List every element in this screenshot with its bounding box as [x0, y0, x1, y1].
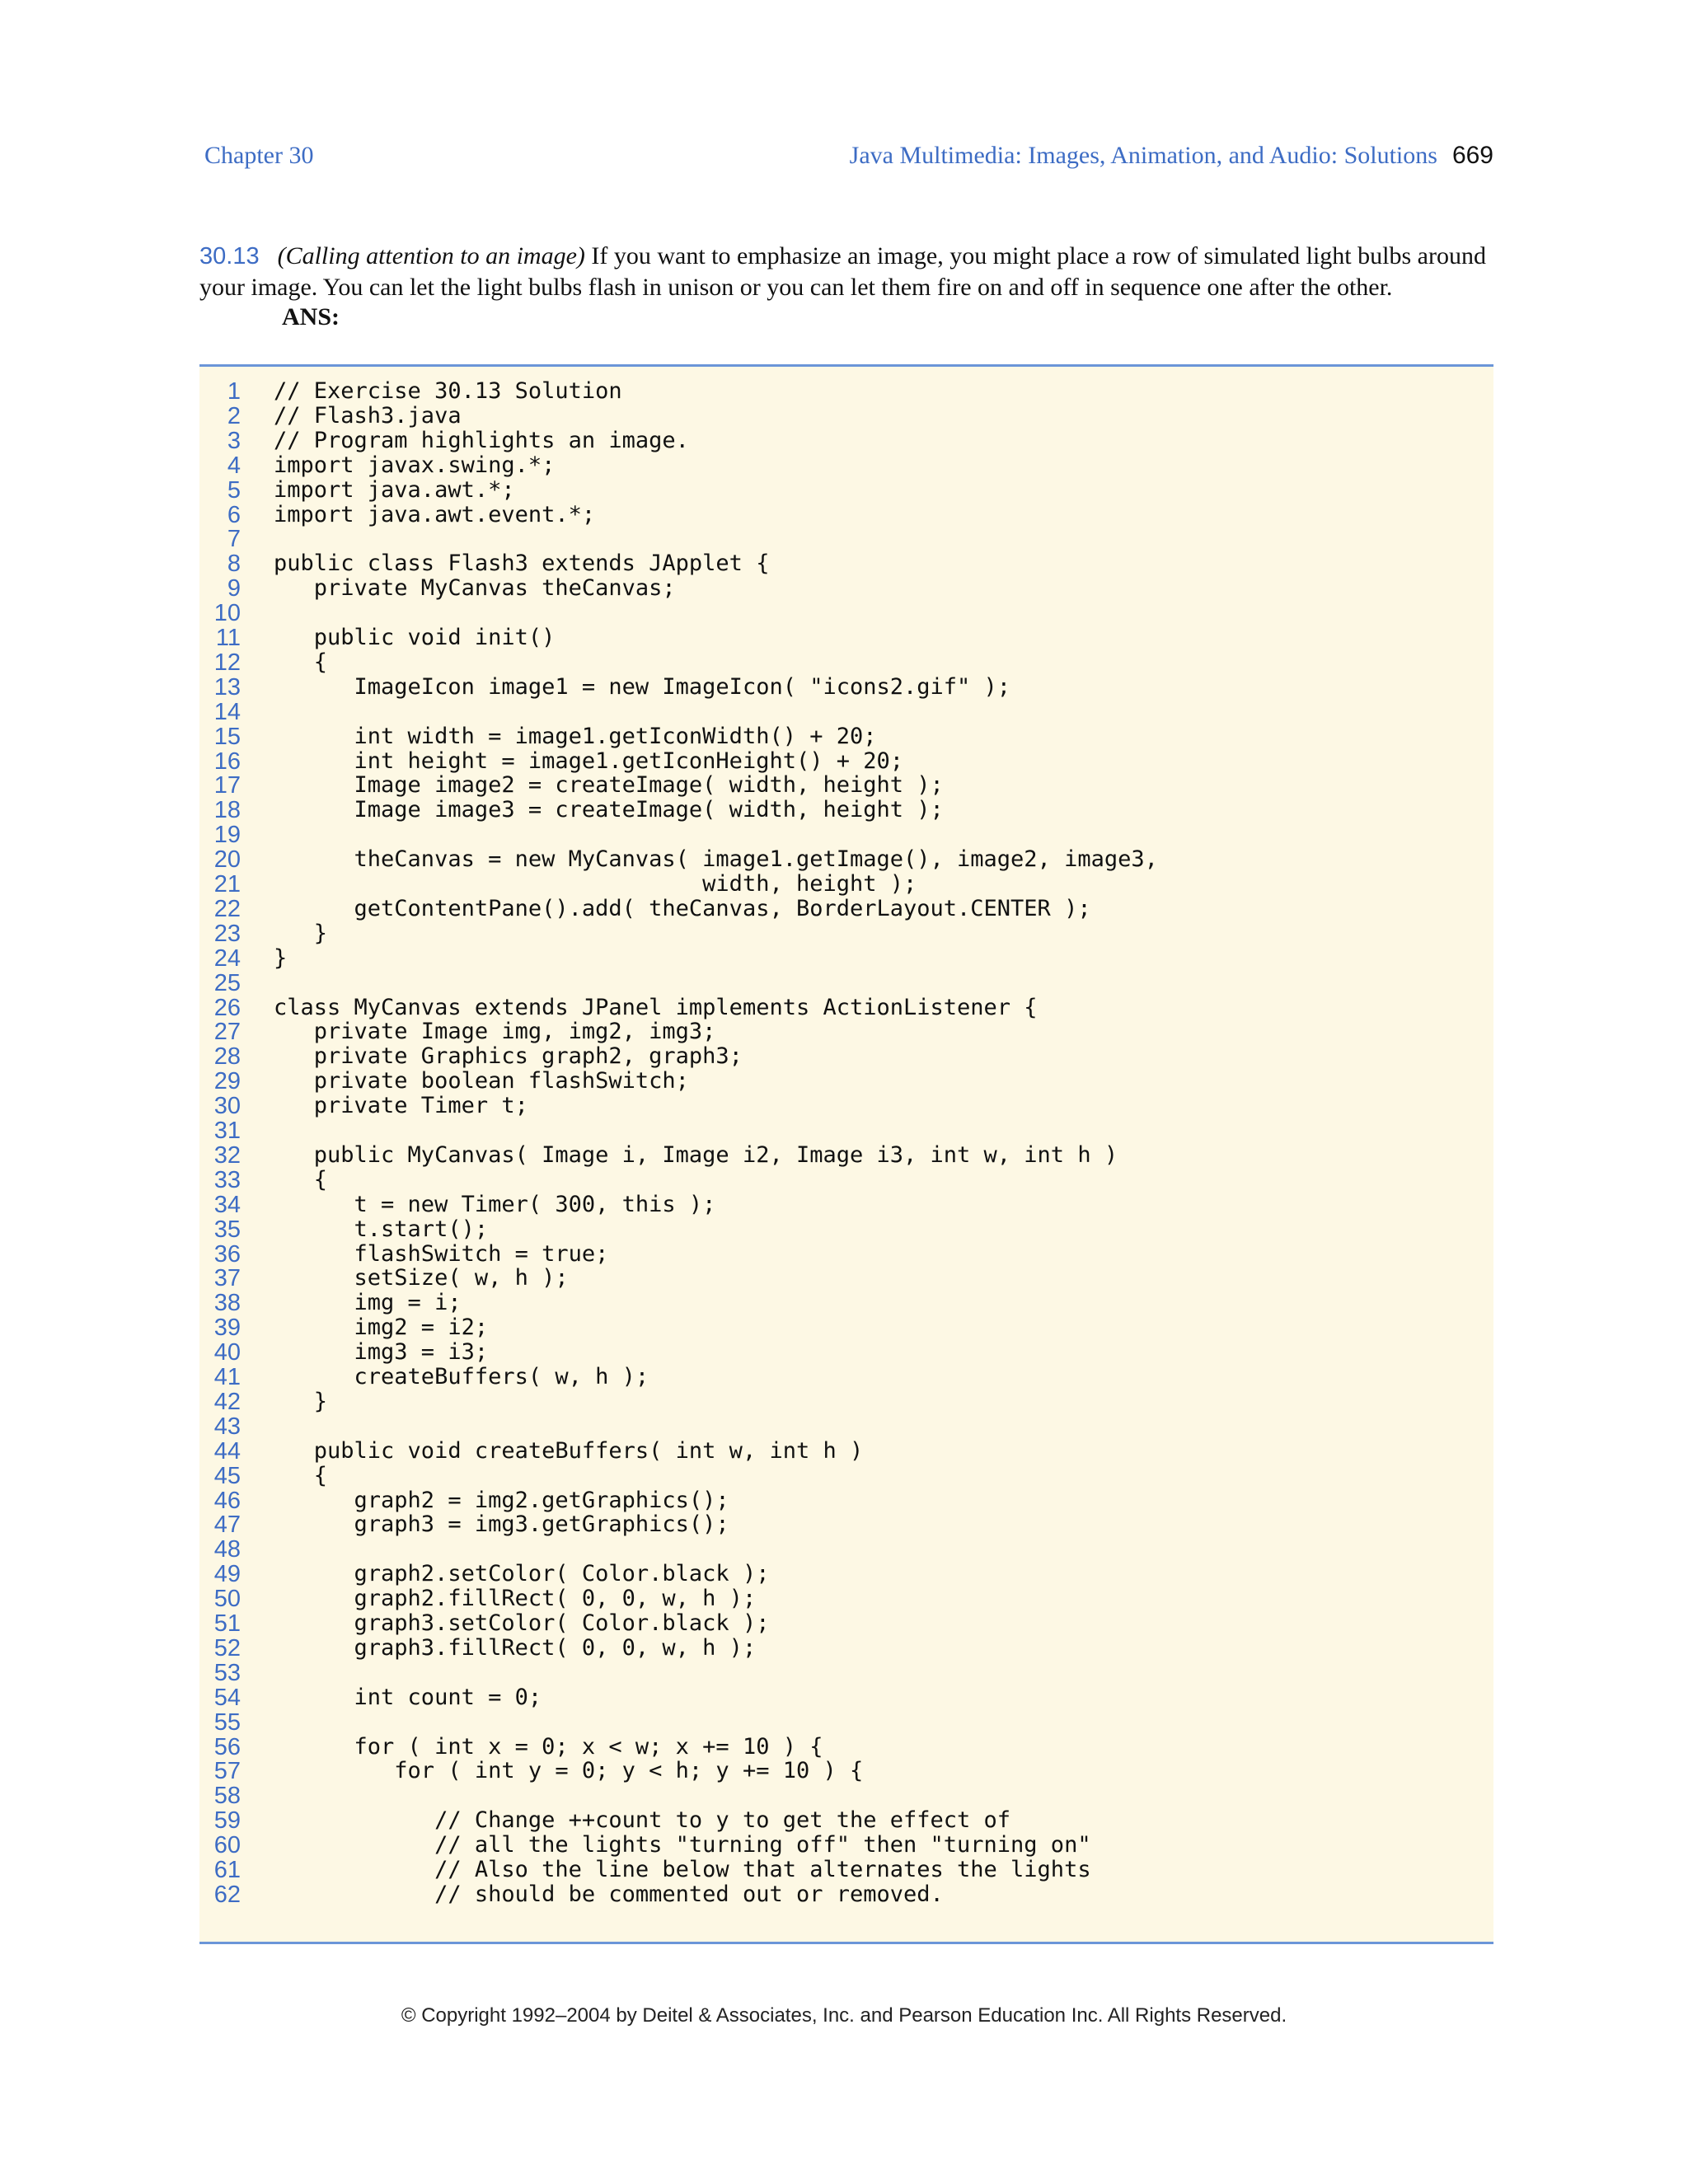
code-text: for ( int x = 0; x < w; x += 10 ) {	[274, 1733, 823, 1760]
code-text: private Timer t;	[274, 1093, 528, 1119]
code-text: // should be commented out or removed.	[274, 1881, 944, 1907]
line-number: 57	[213, 1758, 241, 1785]
line-number: 38	[213, 1290, 241, 1317]
code-text: graph2.fillRect( 0, 0, w, h );	[274, 1586, 757, 1612]
code-text: {	[274, 649, 328, 675]
line-number: 1	[227, 378, 241, 405]
line-number: 28	[213, 1043, 241, 1071]
line-number: 50	[213, 1586, 241, 1613]
line-number: 56	[213, 1733, 241, 1760]
line-number: 17	[213, 772, 241, 799]
code-text: // Exercise 30.13 Solution	[274, 378, 622, 404]
line-number: 11	[215, 625, 241, 651]
line-number: 29	[213, 1068, 241, 1095]
line-number: 41	[213, 1364, 241, 1390]
code-text: private Graphics graph2, graph3;	[274, 1043, 743, 1070]
code-text: graph2 = img2.getGraphics();	[274, 1487, 729, 1513]
code-text: Image image3 = createImage( width, height );	[274, 797, 944, 823]
line-number: 18	[213, 797, 241, 824]
code-text: public void init()	[274, 625, 556, 650]
code-text: theCanvas = new MyCanvas( image1.getImage(), image2, image3,	[274, 846, 1158, 873]
line-number: 44	[213, 1437, 241, 1465]
exercise-statement	[199, 241, 1493, 302]
code-text: }	[274, 1388, 328, 1414]
code-text: img = i;	[274, 1290, 462, 1316]
code-text: int width = image1.getIconWidth() + 20;	[274, 723, 877, 749]
chapter-label: Chapter 30	[204, 142, 314, 169]
code-text: t = new Timer( 300, this );	[274, 1191, 716, 1217]
code-text: public class Flash3 extends JApplet {	[274, 551, 770, 577]
line-number: 8	[227, 551, 241, 578]
code-text: private boolean flashSwitch;	[274, 1068, 689, 1094]
line-number: 3	[227, 427, 241, 454]
line-number: 42	[213, 1388, 241, 1415]
line-number: 53	[213, 1659, 241, 1686]
line-number: 47	[213, 1511, 241, 1539]
line-number: 39	[213, 1315, 241, 1342]
code-text: import java.awt.*;	[274, 476, 515, 503]
code-listing	[199, 364, 1493, 1944]
page-number: 669	[1451, 142, 1493, 169]
line-number: 45	[213, 1462, 241, 1489]
line-number: 40	[213, 1339, 241, 1366]
running-header	[850, 142, 1493, 170]
code-text: // Flash3.java	[274, 402, 462, 429]
line-number: 22	[213, 895, 241, 922]
code-text: {	[274, 1166, 328, 1193]
line-number: 12	[213, 649, 241, 676]
line-number: 34	[213, 1191, 241, 1218]
line-number: 62	[213, 1881, 241, 1908]
line-number: 35	[213, 1216, 241, 1243]
line-number: 33	[213, 1166, 241, 1193]
code-text: }	[274, 944, 288, 971]
line-number: 31	[213, 1118, 241, 1144]
code-text: ImageIcon image1 = new ImageIcon( "icons2.gif" );	[274, 673, 1011, 700]
line-number: 58	[213, 1783, 241, 1810]
line-number: 52	[213, 1634, 241, 1661]
line-number: 61	[213, 1857, 241, 1883]
line-number: 14	[213, 698, 241, 725]
code-text: flashSwitch = true;	[274, 1240, 609, 1267]
code-text: graph2.setColor( Color.black );	[274, 1561, 770, 1587]
line-number: 7	[227, 526, 241, 553]
code-text: public MyCanvas( Image i, Image i2, Image i3, int w, int h )	[274, 1141, 1118, 1168]
line-number: 4	[227, 452, 241, 479]
code-text: private Image img, img2, img3;	[274, 1019, 716, 1045]
code-text: int count = 0;	[274, 1684, 542, 1710]
line-number: 60	[213, 1832, 241, 1859]
code-text: import javax.swing.*;	[274, 452, 556, 478]
line-number: 37	[213, 1265, 241, 1292]
line-number: 43	[213, 1413, 241, 1440]
code-text: // Change ++count to y to get the effect of	[274, 1807, 1011, 1834]
copyright-footer: © Copyright 1992–2004 by Deitel & Associates, Inc. and Pearson Education Inc. All Rights Reserved.	[401, 2004, 1287, 2027]
line-number: 20	[213, 846, 241, 874]
line-number: 51	[213, 1610, 241, 1637]
code-text: import java.awt.event.*;	[274, 501, 596, 527]
code-text: // all the lights "turning off" then "turning on"	[274, 1832, 1091, 1858]
line-number: 46	[213, 1487, 241, 1514]
answer-label: ANS:	[282, 303, 340, 330]
code-text: class MyCanvas extends JPanel implements ActionListener {	[274, 994, 1038, 1020]
line-number: 30	[213, 1093, 241, 1120]
line-number: 48	[213, 1536, 241, 1563]
code-text: img3 = i3;	[274, 1339, 489, 1366]
code-text: private MyCanvas theCanvas;	[274, 575, 676, 602]
code-text: createBuffers( w, h );	[274, 1364, 649, 1390]
line-number: 16	[213, 748, 241, 775]
line-number: 10	[213, 600, 241, 627]
code-text: img2 = i2;	[274, 1315, 489, 1341]
line-number: 23	[213, 920, 241, 947]
code-text: width, height );	[274, 871, 917, 897]
line-number: 59	[213, 1807, 241, 1835]
line-number: 26	[213, 994, 241, 1021]
line-number: 21	[213, 871, 241, 898]
code-text: {	[274, 1462, 328, 1488]
line-number: 25	[213, 969, 241, 996]
code-text: graph3.setColor( Color.black );	[274, 1610, 770, 1636]
code-text: getContentPane().add( theCanvas, BorderLayout.CENTER );	[274, 895, 1091, 921]
line-number: 54	[213, 1684, 241, 1711]
line-number: 27	[213, 1019, 241, 1046]
line-number: 2	[227, 402, 241, 429]
line-number: 55	[213, 1708, 241, 1736]
code-text: graph3 = img3.getGraphics();	[274, 1511, 729, 1538]
line-number: 36	[213, 1240, 241, 1268]
line-number: 6	[227, 501, 241, 528]
exercise-title: (Calling attention to an image)	[277, 242, 585, 269]
line-number: 5	[227, 476, 241, 504]
line-number: 19	[213, 822, 241, 849]
code-text: }	[274, 920, 328, 946]
code-text: int height = image1.getIconHeight() + 20;	[274, 748, 904, 774]
exercise-number: 30.13	[199, 243, 260, 269]
code-text: // Also the line below that alternates the lights	[274, 1857, 1091, 1882]
code-text: graph3.fillRect( 0, 0, w, h );	[274, 1634, 757, 1661]
code-text: Image image2 = createImage( width, height );	[274, 772, 944, 799]
line-number: 24	[213, 944, 241, 972]
line-number: 13	[213, 673, 241, 701]
code-text: for ( int y = 0; y < h; y += 10 ) {	[274, 1758, 864, 1784]
line-number: 32	[213, 1141, 241, 1169]
code-text: setSize( w, h );	[274, 1265, 569, 1291]
code-text: public void createBuffers( int w, int h )	[274, 1437, 864, 1464]
line-number: 15	[213, 723, 241, 750]
code-text: // Program highlights an image.	[274, 427, 689, 453]
code-text: t.start();	[274, 1216, 489, 1242]
exercise-text: If you want to emphasize an image, you might place a row of simulated light bulbs around your image. You can let the light bulbs flash in unison or you can let them fire on and off in sequence one after the other.	[199, 242, 1486, 301]
line-number: 49	[213, 1561, 241, 1588]
line-number: 9	[227, 575, 241, 602]
chapter-title: Java Multimedia: Images, Animation, and Audio: Solutions	[849, 142, 1437, 169]
